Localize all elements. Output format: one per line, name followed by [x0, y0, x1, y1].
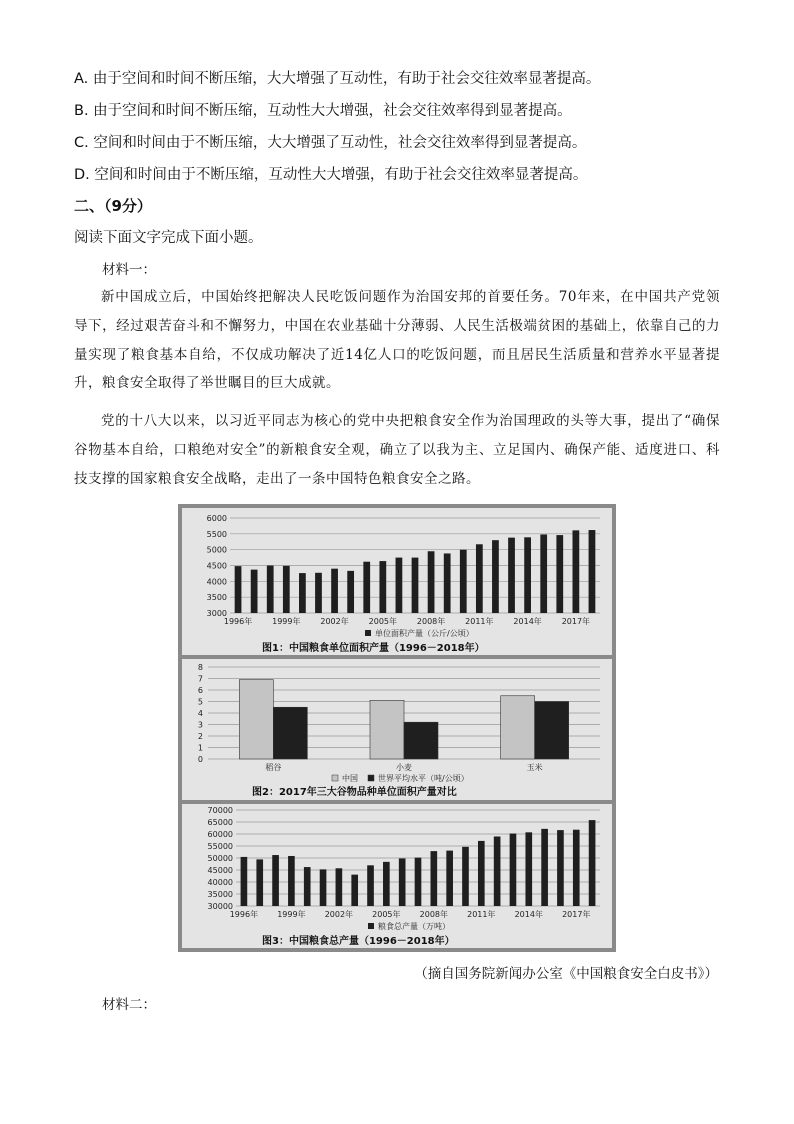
chart1-bar: [347, 571, 354, 613]
chart3-bar: [399, 858, 406, 906]
chart2-ytick-label: 0: [197, 755, 203, 764]
option-b: B. 由于空间和时间不断压缩，互动性大大增强，社会交往效率得到显著提高。: [74, 103, 572, 119]
chart3-bar: [320, 869, 327, 906]
chart2-ytick-label: 1: [197, 743, 203, 753]
chart1-bar: [379, 561, 386, 613]
chart3-bar: [525, 832, 532, 906]
chart1-bar: [589, 530, 596, 613]
chart-1: [182, 508, 612, 655]
chart3-ytick-label: 55000: [207, 842, 233, 851]
chart1-bar: [331, 569, 338, 613]
chart-3-panel: [182, 804, 612, 948]
chart1-bar: [540, 534, 547, 613]
chart-2: [182, 659, 612, 800]
chart2-category-label: 玉米: [526, 763, 543, 772]
chart1-ytick-label: 3500: [206, 593, 227, 603]
chart1-bar: [283, 566, 290, 613]
chart3-ytick-label: 50000: [207, 854, 233, 863]
chart3-bar: [589, 820, 596, 906]
chart3-ytick-label: 65000: [207, 818, 233, 827]
chart3-ytick-label: 40000: [207, 878, 233, 887]
chart3-ytick-label: 45000: [207, 866, 233, 875]
chart3-bar: [573, 830, 580, 906]
chart1-bar: [315, 573, 322, 613]
chart2-ytick-label: 3: [197, 720, 203, 730]
chart1-ytick-label: 6000: [206, 514, 227, 523]
chart1-bar: [444, 553, 451, 613]
chart-3: [182, 804, 612, 948]
chart3-bar: [256, 859, 263, 906]
chart2-bar: [370, 700, 404, 759]
chart1-xtick-label: 1996年: [223, 617, 253, 626]
chart2-title: 图2：2017年三大谷物品种单位面积产量对比: [252, 787, 457, 798]
chart1-xtick-label: 2008年: [416, 617, 446, 626]
chart3-bar: [431, 851, 438, 906]
chart3-bar: [510, 834, 517, 906]
chart1-ytick-label: 5000: [206, 545, 227, 555]
chart3-xtick-label: 2002年: [324, 910, 354, 919]
chart2-bar: [273, 707, 307, 759]
chart3-xtick-label: 1999年: [277, 910, 306, 919]
chart3-legend-label: 粮食总产量（万吨）: [378, 922, 450, 931]
chart-1-panel: [182, 508, 612, 655]
chart1-xtick-label: 2014年: [513, 617, 542, 626]
chart1-bar: [460, 550, 467, 613]
chart1-bar: [572, 530, 579, 613]
material2-label: 材料二：: [102, 997, 156, 1013]
option-c: C. 空间和时间由于不断压缩，大大增强了互动性，社会交往效率得到显著提高。: [74, 135, 587, 151]
chart3-ytick-label: 70000: [207, 806, 233, 815]
chart1-bar: [428, 551, 435, 613]
chart3-title: 图3：中国粮食总产量（1996－2018年）: [262, 936, 455, 947]
chart3-bar: [494, 836, 501, 906]
chart2-ytick-label: 6: [197, 686, 203, 695]
chart3-bar: [272, 855, 279, 906]
chart3-bar: [446, 851, 453, 906]
chart2-bar: [535, 702, 569, 760]
chart2-bar: [501, 696, 535, 759]
chart1-xtick-label: 2011年: [465, 617, 494, 626]
chart2-bar: [239, 680, 273, 759]
chart3-xtick-label: 2014年: [514, 910, 543, 919]
chart1-bar: [251, 570, 258, 613]
chart1-legend-label: 单位面积产量（公斤/公顷）: [375, 629, 474, 638]
chart2-bar: [404, 722, 438, 759]
chart1-legend-swatch: [365, 630, 371, 636]
chart2-legend-label: 世界平均水平（吨/公顷）: [378, 774, 469, 783]
paragraph-1: 新中国成立后，中国始终把解决人民吃饭问题作为治国安邦的首要任务。70年来，在中国共产党领导下，经过艰苦奋斗和不懈努力，中国在农业基础十分薄弱、人民生活极端贫困的基础上，依靠自己的力量实现了粮食基本自给，不仅成功解决了近14亿人口的吃饭问题，而且居民生活质量和营养水平显著提升，粮食安全取得了举世瞩目的巨大成就。: [74, 289, 720, 392]
paragraph-2: 党的十八大以来，以习近平同志为核心的党中央把粮食安全作为治国理政的头等大事，提出了“确保谷物基本自给，口粮绝对安全”的新粮食安全观，确立了以我为主、立足国内、确保产能、适度进口、科技支撑的国家粮食安全战略，走出了一条中国特色粮食安全之路。: [74, 413, 720, 487]
chart1-ytick-label: 4500: [206, 561, 227, 571]
chart1-bar: [235, 566, 242, 613]
chart1-ytick-label: 3000: [206, 609, 227, 618]
chart1-bar: [299, 573, 306, 613]
chart3-bar: [383, 862, 390, 906]
chart3-bar: [557, 830, 564, 906]
chart2-category-label: 小麦: [396, 763, 412, 772]
chart2-legend-swatch: [332, 775, 338, 781]
chart3-bar: [288, 856, 295, 906]
chart3-xtick-label: 2008年: [419, 910, 449, 919]
chart1-bar: [476, 544, 483, 613]
source-citation: （摘自国务院新闻办公室《中国粮食安全白皮书》）: [414, 966, 718, 982]
chart3-legend-swatch: [368, 923, 374, 929]
chart1-bar: [508, 538, 515, 613]
chart2-ytick-label: 8: [197, 663, 203, 672]
chart3-xtick-label: 2005年: [372, 910, 401, 919]
material1-label: 材料一：: [102, 262, 156, 278]
chart2-legend-swatch: [368, 775, 374, 781]
chart3-ytick-label: 30000: [207, 902, 233, 911]
chart3-xtick-label: 1996年: [229, 910, 259, 919]
chart1-xtick-label: 1999年: [272, 617, 301, 626]
chart1-bar: [524, 537, 531, 613]
chart2-ytick-label: 7: [197, 674, 203, 684]
chart1-bar: [363, 562, 370, 613]
chart2-ytick-label: 4: [197, 709, 203, 718]
chart3-bar: [541, 829, 548, 906]
option-d: D. 空间和时间由于不断压缩，互动性大大增强，有助于社会交往效率显著提高。: [74, 167, 588, 183]
chart1-xtick-label: 2002年: [320, 617, 349, 626]
chart1-bar: [267, 566, 274, 614]
chart3-bar: [304, 867, 311, 906]
chart3-ytick-label: 35000: [207, 890, 233, 899]
chart1-bar: [396, 558, 403, 613]
chart3-bar: [462, 847, 469, 906]
chart1-ytick-label: 4000: [206, 577, 227, 587]
instruction-text: 阅读下面文字完成下面小题。: [74, 230, 263, 246]
section-heading: 二、（9分）: [74, 197, 152, 215]
chart3-bar: [415, 858, 422, 906]
chart1-ytick-label: 5500: [206, 529, 227, 539]
chart-2-panel: [182, 659, 612, 800]
chart3-bar: [478, 841, 485, 906]
option-a: A. 由于空间和时间不断压缩，大大增强了互动性，有助于社会交往效率显著提高。: [74, 71, 601, 87]
chart3-bar: [336, 868, 343, 906]
chart3-bar: [241, 857, 248, 906]
chart1-xtick-label: 2005年: [368, 617, 398, 626]
chart3-xtick-label: 2011年: [467, 910, 496, 919]
chart1-bar: [492, 540, 499, 613]
chart1-bar: [556, 535, 563, 613]
chart3-xtick-label: 2017年: [562, 910, 591, 919]
chart2-ytick-label: 2: [197, 732, 203, 741]
chart3-bar: [351, 875, 358, 906]
chart2-category-label: 稻谷: [265, 763, 282, 772]
chart2-legend-label: 中国: [342, 774, 358, 783]
chart3-ytick-label: 60000: [207, 830, 233, 839]
chart2-ytick-label: 5: [197, 697, 203, 707]
chart1-bar: [412, 558, 419, 613]
chart3-bar: [367, 865, 374, 906]
figure-frame: [178, 504, 616, 952]
chart1-title: 图1：中国粮食单位面积产量（1996－2018年）: [262, 643, 485, 654]
chart1-xtick-label: 2017年: [561, 617, 591, 626]
